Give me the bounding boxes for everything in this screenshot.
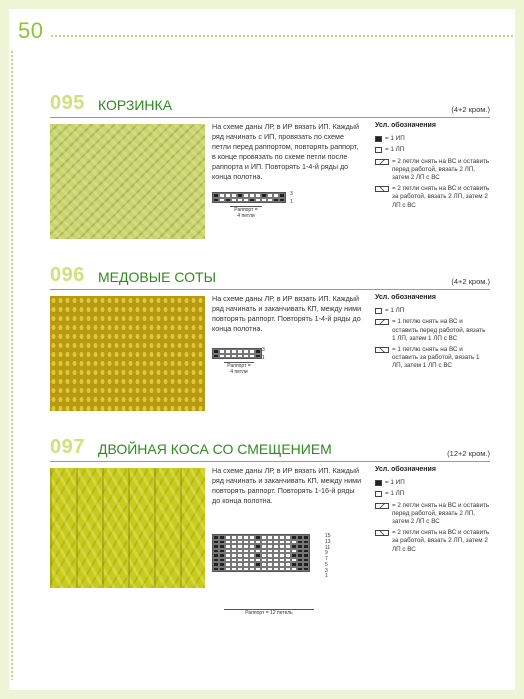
knit-symbol-icon	[375, 308, 382, 314]
legend-item	[375, 185, 490, 210]
repeat-note: Раппорт = 4 петли	[227, 363, 251, 375]
cross-right-symbol-icon	[375, 186, 389, 192]
cross-left-symbol-icon	[375, 319, 389, 325]
legend-label: = 2 петли снять на ВС и оставить перед работой, вязать 2 ЛП, затем 2 ЛП с ВС	[392, 157, 490, 182]
page-number: 50	[18, 18, 44, 43]
cross-left-symbol-icon	[375, 503, 389, 509]
knit-symbol-icon	[375, 491, 382, 497]
chart-grid	[212, 534, 310, 572]
chart-cell	[303, 567, 309, 572]
pattern-title: МЕДОВЫЕ СОТЫ	[98, 269, 216, 285]
pattern-description: На схеме даны ЛР, в ИР вязать ИП. Каждый ряд начинать с ИП, провязать по схеме петли перед раппортом, повторять раппорт, в конце провязать по схеме петли после раппорта и ИП. Повторять 1-4-й ряды до конца полотна.	[212, 122, 359, 181]
row-label: 5	[325, 561, 328, 568]
legend-title: Усл. обозначения	[375, 122, 436, 129]
repeat-note: Раппорт = 4 петли	[234, 207, 258, 219]
stitch-count: (12+2 кром.)	[447, 449, 490, 458]
section-header	[50, 92, 490, 118]
legend-item	[375, 490, 490, 498]
section-097	[50, 436, 490, 616]
chart-grid	[212, 348, 262, 359]
stitch-count: (4+2 кром.)	[451, 105, 490, 114]
chart-grid	[212, 192, 286, 203]
legend-label: = 2 петли снять на ВС и оставить перед работой, вязать 2 ЛП, затем 2 ЛП с ВС	[392, 501, 490, 526]
row-label: 3	[290, 191, 293, 197]
knitting-chart	[212, 533, 331, 616]
legend-label: = 1 ЛП	[385, 490, 405, 498]
row-label: 1	[325, 573, 328, 580]
legend-title: Усл. обозначения	[375, 466, 436, 473]
row-label: 13	[325, 538, 331, 545]
legend-item	[375, 318, 490, 343]
top-dot-border	[50, 34, 514, 38]
purl-symbol-icon	[375, 480, 382, 486]
cross-left-symbol-icon	[375, 159, 389, 165]
legend-item	[375, 158, 490, 183]
pattern-number: 096	[50, 264, 85, 286]
knitting-chart	[212, 191, 293, 219]
legend-label: = 1 ЛП	[385, 307, 405, 315]
knitting-chart	[212, 347, 265, 375]
chart-cell	[255, 354, 261, 359]
legend-item	[375, 502, 490, 527]
row-label: 15	[325, 533, 331, 539]
row-label: 11	[325, 544, 331, 551]
legend-label: = 1 ИП	[385, 135, 405, 143]
legend-item	[375, 307, 490, 315]
cross-right-symbol-icon	[375, 347, 389, 353]
row-label: 9	[325, 550, 328, 557]
legend-label: = 2 петли снять на ВС и оставить за работой, вязать 2 ЛП, затем 2 ЛП с ВС	[392, 529, 490, 553]
pattern-number: 095	[50, 92, 85, 114]
section-095	[50, 92, 490, 219]
row-label: 3	[262, 347, 265, 353]
legend-item	[375, 146, 490, 154]
purl-symbol-icon	[375, 136, 382, 142]
legend-item	[375, 479, 490, 487]
row-label: 3	[325, 567, 328, 574]
section-096	[50, 264, 490, 375]
chart-row-labels	[262, 348, 265, 360]
row-label: 7	[325, 556, 328, 563]
row-label: 1	[290, 198, 293, 205]
cross-right-symbol-icon	[375, 530, 389, 536]
stitch-count: (4+2 кром.)	[451, 277, 490, 286]
knit-sample-photo	[50, 296, 205, 411]
legend-label: = 1 петлю снять на ВС и оставить за работой, вязать 1 ЛП, затем 1 ЛП с ВС	[392, 346, 480, 370]
knit-sample-photo	[50, 124, 205, 239]
legend-label: = 2 петли снять на ВС и оставить за работой, вязать 2 ЛП, затем 2 ЛП с ВС	[392, 185, 490, 209]
legend-label: = 1 ЛП	[385, 146, 405, 154]
knit-symbol-icon	[375, 147, 382, 153]
pattern-title: ДВОЙНАЯ КОСА СО СМЕЩЕНИЕМ	[98, 441, 332, 457]
legend-item	[375, 346, 490, 371]
legend-label: = 1 петлю снять на ВС и оставить перед работой, вязать 1 ЛП, затем 1 ЛП с ВС	[392, 318, 486, 342]
legend	[375, 122, 490, 213]
legend-title: Усл. обозначения	[375, 294, 436, 301]
row-label: 1	[262, 354, 265, 361]
legend-label: = 1 ИП	[385, 479, 405, 487]
pattern-description: На схеме даны ЛР, в ИР вязать ИП. Каждый ряд начинать и заканчивать КП, между ними повторять раппорт. Повторять 1-4-й ряды до конца полотна.	[212, 294, 362, 333]
legend-item	[375, 135, 490, 143]
pattern-description: На схеме даны ЛР, в ИР вязать ИП. Каждый ряд начинать и заканчивать КП, между ними повторять раппорт. Повторять 1-16-й ряды до конца полотна.	[212, 466, 362, 505]
chart-row-labels	[325, 534, 331, 579]
repeat-note: Раппорт = 12 петель	[245, 610, 293, 616]
legend-item	[375, 529, 490, 554]
section-header	[50, 436, 490, 462]
legend	[375, 466, 490, 557]
legend	[375, 294, 490, 374]
pattern-number: 097	[50, 436, 85, 458]
chart-row-labels	[290, 192, 293, 204]
chart-cell	[279, 198, 285, 203]
section-header	[50, 264, 490, 290]
side-dot-border	[10, 50, 14, 680]
knit-sample-photo	[50, 468, 205, 588]
pattern-title: КОРЗИНКА	[98, 97, 173, 113]
